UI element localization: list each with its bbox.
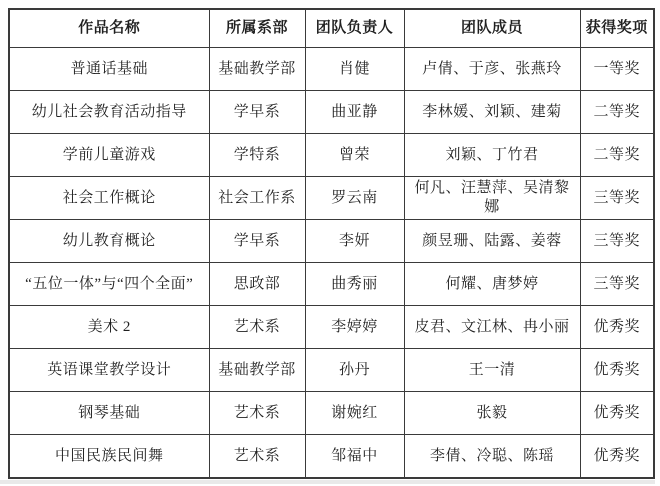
cell-team-members: 颜昱珊、陆露、姜蓉: [404, 220, 580, 263]
cell-award: 三等奖: [580, 263, 654, 306]
cell-work-name: “五位一体”与“四个全面”: [9, 263, 209, 306]
cell-award: 二等奖: [580, 91, 654, 134]
table-row: [9, 91, 654, 134]
cell-team-members: 李林媛、刘颖、建菊: [404, 91, 580, 134]
cell-team-leader: 李婷婷: [305, 306, 404, 349]
cell-department: 社会工作系: [209, 177, 305, 220]
cell-team-leader: 邹福中: [305, 435, 404, 479]
cell-team-members: 张毅: [404, 392, 580, 435]
cell-award: 二等奖: [580, 134, 654, 177]
cell-award: 三等奖: [580, 177, 654, 220]
table-header-row: [9, 9, 654, 48]
awards-table: [8, 8, 655, 479]
cell-department: 学特系: [209, 134, 305, 177]
cell-award: 三等奖: [580, 220, 654, 263]
cell-team-leader: 孙丹: [305, 349, 404, 392]
table-row: [9, 392, 654, 435]
cell-team-members: 皮君、文江林、冉小丽: [404, 306, 580, 349]
column-header-team-leader: 团队负责人: [305, 9, 404, 48]
cell-team-members: 卢倩、于彦、张燕玲: [404, 48, 580, 91]
cell-team-members: 刘颖、丁竹君: [404, 134, 580, 177]
cell-work-name: 中国民族民间舞: [9, 435, 209, 479]
cell-work-name: 幼儿社会教育活动指导: [9, 91, 209, 134]
cell-department: 艺术系: [209, 392, 305, 435]
cell-team-leader: 曲亚静: [305, 91, 404, 134]
table-row: [9, 349, 654, 392]
table-row: [9, 134, 654, 177]
cell-department: 学早系: [209, 91, 305, 134]
cell-team-members: 王一清: [404, 349, 580, 392]
cell-work-name: 社会工作概论: [9, 177, 209, 220]
column-header-department: 所属系部: [209, 9, 305, 48]
cell-work-name: 美术 2: [9, 306, 209, 349]
cell-team-leader: 曲秀丽: [305, 263, 404, 306]
column-header-team-members: 团队成员: [404, 9, 580, 48]
cell-department: 艺术系: [209, 435, 305, 479]
cell-department: 学早系: [209, 220, 305, 263]
page-edge-shade: [0, 480, 655, 484]
cell-department: 基础教学部: [209, 48, 305, 91]
table-row: [9, 220, 654, 263]
table-row: [9, 177, 654, 220]
cell-work-name: 钢琴基础: [9, 392, 209, 435]
column-header-award: 获得奖项: [580, 9, 654, 48]
cell-department: 艺术系: [209, 306, 305, 349]
cell-award: 优秀奖: [580, 392, 654, 435]
cell-work-name: 学前儿童游戏: [9, 134, 209, 177]
table-row: [9, 263, 654, 306]
column-header-work-name: 作品名称: [9, 9, 209, 48]
cell-team-leader: 曾荣: [305, 134, 404, 177]
cell-award: 优秀奖: [580, 306, 654, 349]
table-row: [9, 48, 654, 91]
table-row: [9, 435, 654, 479]
cell-department: 基础教学部: [209, 349, 305, 392]
cell-award: 优秀奖: [580, 435, 654, 479]
cell-team-members: 何耀、唐梦婷: [404, 263, 580, 306]
cell-team-leader: 肖健: [305, 48, 404, 91]
cell-department: 思政部: [209, 263, 305, 306]
cell-team-leader: 谢婉红: [305, 392, 404, 435]
cell-work-name: 普通话基础: [9, 48, 209, 91]
cell-team-members: 李倩、冷聪、陈瑶: [404, 435, 580, 479]
cell-award: 优秀奖: [580, 349, 654, 392]
cell-work-name: 幼儿教育概论: [9, 220, 209, 263]
cell-team-leader: 李妍: [305, 220, 404, 263]
cell-work-name: 英语课堂教学设计: [9, 349, 209, 392]
cell-award: 一等奖: [580, 48, 654, 91]
cell-team-leader: 罗云南: [305, 177, 404, 220]
table-row: [9, 306, 654, 349]
cell-team-members: 何凡、汪慧萍、吴清黎娜: [404, 177, 580, 220]
